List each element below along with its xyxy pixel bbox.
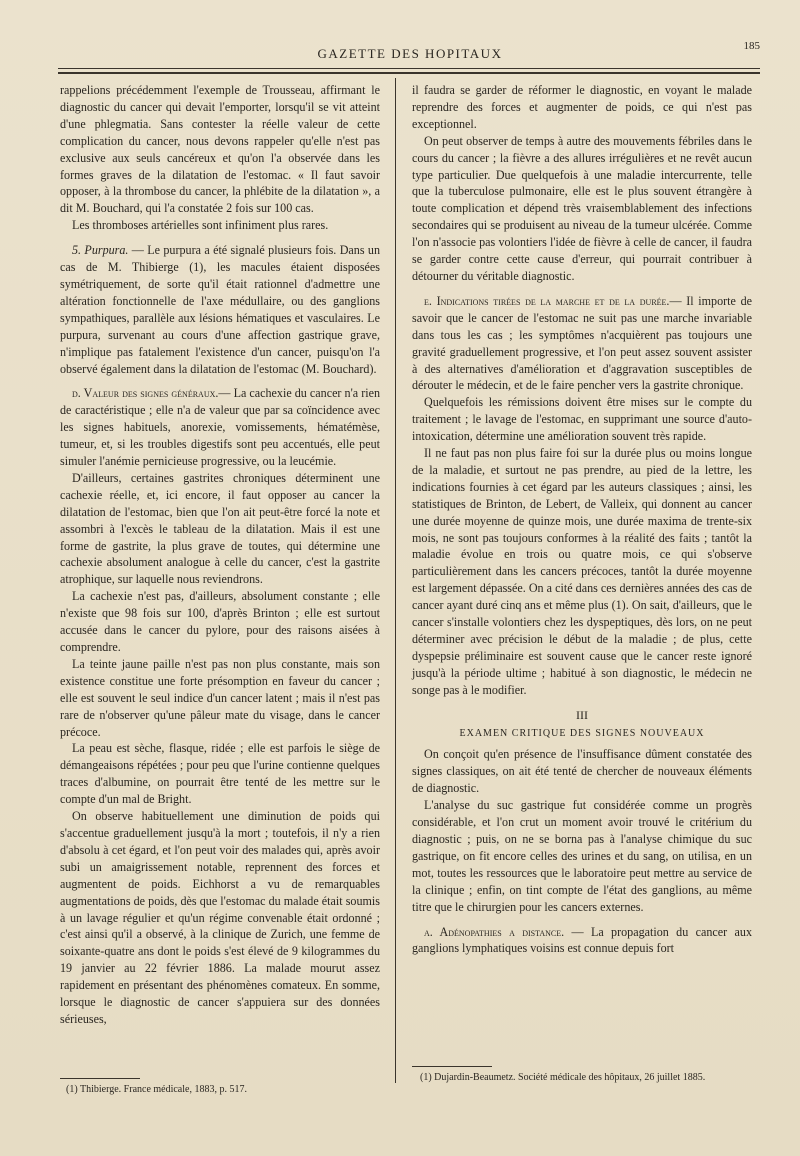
paragraph: rappelions précédemment l'exemple de Trousseau, affirmant le diagnostic du cancer qui devait l'emporter, lorsqu'il se vit atteint d'une phlegmatia. Sans contester la réelle valeur de cette complication du cancer, nous devons rappeler qu'elle n'est pas exclusive aux seuls cancéreux et qu'on l'a observée dans les formes graves de la dilatation de l'estomac. « Il faut savoir opposer, à la thrombose du cancer, la phlébite de la dilatation », a dit M. Bouchard, qui l'a constatée 2 fois sur 100 cas. <box>60 83 380 216</box>
footnote-rule <box>60 1078 140 1079</box>
header-rule <box>58 68 760 69</box>
paragraph: Quelquefois les rémissions doivent être mises sur le compte du traitement ; le lavage de l'estomac, en supprimant une source d'auto-intoxication, détermine une amélioration souvent très rapide. <box>412 395 752 444</box>
footnote-rule <box>412 1066 492 1067</box>
paragraph-adenopathies <box>412 924 752 958</box>
paragraph-text: — La cachexie du cancer n'a rien de caractéristique ; elle n'a de valeur que par sa coïncidence avec les signes habituels, anorexie, vomissements, hématémèse, tumeur, et, si les troubles digestifs sont peu accentués, elle peut simuler l'anémie pernicieuse progressive, ou la leucémie. <box>60 386 380 469</box>
header-rule-thick <box>58 72 760 74</box>
paragraph-text: — Il importe de savoir que le cancer de l'estomac ne suit pas une marche invariable dans tous les cas ; les symptômes n'acquièrent pas toujours une gravité graduellement progressive, et l'on peut assez souvent assister à des alternatives d'amélioration et d'aggravation susceptibles de dérouter le médecin, et de le faire pencher vers la gastrite chronique. <box>412 293 752 393</box>
subsection-lead: e. Indications tirées de la marche et de la durée. <box>424 293 670 308</box>
left-column <box>60 82 380 1028</box>
journal-title: GAZETTE DES HOPITAUX <box>317 46 503 61</box>
page-header <box>60 40 760 66</box>
subsection-lead: 5. Purpura. <box>72 243 129 258</box>
paragraph-general-signs <box>60 385 380 470</box>
paragraph-purpura <box>60 242 380 377</box>
paragraph: il faudra se garder de réformer le diagnostic, en voyant le malade reprendre des forces et augmenter de poids, ce qui n'est pas exceptionnel. <box>412 83 752 131</box>
paragraph: On peut observer de temps à autre des mouvements fébriles dans le cours du cancer ; la fièvre a des allures irrégulières et ne revêt aucun type particulier. Due quelquefois à une maladie intercurrente, telle que la tuberculose pulmonaire, elle est le plus souvent étrangère à toute complication et dépend très vraisemblablement des infections secondaires qui se produisent au niveau de la tumeur ulcérée. Comme l'on n'associe pas volontiers l'idée de fièvre à celle de cancer, il faudra se garder contre cette cause d'erreur, qui pourrait contribuer à détourner du véritable diagnostic. <box>412 133 752 283</box>
paragraph-march-duration <box>412 293 752 394</box>
paragraph: On observe habituellement une diminution de poids qui s'accentue graduellement jusqu'à la mort ; toutefois, il n'y a rien d'absolu à cet égard, et l'on peut voir des malades qui, après avoir subi un amaigrissement notable, reprennent des forces et augmentent de poids. Eichhorst a vu de remarquables augmentations de poids, dès que l'estomac du malade était soumis à un lavage régulier et qu'un régime convenable était ordonné ; c'est ainsi qu'il a observé, à la clinique de Zurich, une femme de soixante-quatre ans dont le poids s'est élevé de 9 kilogrammes du 19 janvier au 22 février 1886. La malade mourut assez rapidement en présentant des phénomènes comateux. En somme, lorsque le diagnostic de cancer s'appuiera sur des données sérieuses, <box>60 809 380 1026</box>
right-column <box>412 82 752 957</box>
paragraph: La cachexie n'est pas, d'ailleurs, absolument constante ; elle n'existe que 98 fois sur 100, d'après Brinton ; elle est surtout accusée dans le cancer du pylore, pour des raisons aisées à comprendre. <box>60 589 380 654</box>
section-number: III <box>576 707 588 722</box>
footnote-right: (1) Dujardin-Beaumetz. Société médicale des hôpitaux, 26 juillet 1885. <box>420 1072 706 1083</box>
page-number: 185 <box>743 40 760 52</box>
column-divider <box>395 78 396 1083</box>
paragraph: D'ailleurs, certaines gastrites chroniques déterminent une cachexie réelle, et, ici encore, il faut opposer au cancer la dilatation de l'estomac, bien que l'on ait peut-être forcé la note et assombri à l'excès le tableau de la dilatation. Mais il est une forme de gastrite, la plus grave de toutes, qui détermine une cachexie absolument analogue à celle du cancer, c'est la gastrite atrophique, sur laquelle nous reviendrons. <box>60 470 380 587</box>
paragraph-text: — Le purpura a été signalé plusieurs fois. Dans un cas de M. Thibierge (1), les macules étaient disposées symétriquement, de sorte qu'il était rationnel d'admettre une altération fonctionnelle de l'axe médullaire, ou des ganglions sympathiques, parallèle aux lésions hématiques et vasculaires. Le purpura, survenant au cours d'une affection gastrique grave, n'implique pas fatalement l'existence d'un cancer, puisqu'on l'a observé également dans la dilatation de l'estomac (M. Bouchard). <box>60 243 380 376</box>
paragraph: La peau est sèche, flasque, ridée ; elle est parfois le siège de démangeaisons répétées ; pour peu que l'urine contienne quelques traces d'albumine, on pourrait être tenté de les mettre sur le compte d'un mal de Bright. <box>60 741 380 807</box>
subsection-lead: a. Adénopathies a distance. <box>424 924 565 939</box>
paragraph: Il ne faut pas non plus faire foi sur la durée plus ou moins longue de la maladie, et surtout ne pas prendre, au pied de la lettre, les indications fournies à cet égard par les auteurs classiques ; ainsi, les statistiques de Brinton, de Lebert, de Valleix, qui donnent au cancer une durée moyenne de quinze mois, une durée maxima de trente-six mois, ne sont pas toujours conformes à la réalité des faits ; tantôt la maladie évolue en trois ou quatre mois, ce qui s'observe particulièrement dans les cancers précoces, tantôt la durée moyenne est largement dépassée. On a cité dans ces dernières années des cas de cancer ayant duré cinq ans et même plus (1). On sait, d'ailleurs, que le cancer s'installe volontiers chez les dyspeptiques, dès lors, on ne peut déterminer avec précision le début de la maladie ; de plus, cette dyspepsie préliminaire est souvent cause que le cancer reste ignoré jusqu'à la période ultime ; habitué à son diagnostic, le médecin ne songe pas à le modifier. <box>412 446 752 697</box>
section-title: EXAMEN CRITIQUE DES SIGNES NOUVEAUX <box>459 727 705 739</box>
footnote-left: (1) Thibierge. France médicale, 1883, p. 517. <box>66 1084 247 1095</box>
paragraph: L'analyse du suc gastrique fut considérée comme un progrès considérable, et l'on crut un moment avoir trouvé le critérium du diagnostic ; puis, on ne se borna pas à l'analyse chimique du suc gastrique, on fit encore celles des urines et du sang, on utilisa, en un mot, toutes les ressources que le laboratoire peut mettre au service de la clinique ; enfin, on tint compte de l'état des ganglions, au même titre que le chirurgien pour les cancers externes. <box>412 798 752 914</box>
paragraph: On conçoit qu'en présence de l'insuffisance dûment constatée des signes classiques, on ait été tenté de chercher de nouveaux éléments de diagnostic. <box>412 747 752 796</box>
subsection-lead: d. Valeur des signes généraux. <box>72 386 219 401</box>
paragraph: Les thromboses artérielles sont infiniment plus rares. <box>72 218 329 233</box>
paragraph: La teinte jaune paille n'est pas non plus constante, mais son existence constitue une forte présomption en faveur du cancer ; elle est souvent le seul indice d'un cancer latent ; mais il n'est pas rare de n'observer qu'une pâleur mate du visage, dans le cancer précoce. <box>60 656 380 739</box>
paragraph-text: — La propagation du cancer aux ganglions lymphatiques voisins est connue depuis fort <box>412 924 752 956</box>
